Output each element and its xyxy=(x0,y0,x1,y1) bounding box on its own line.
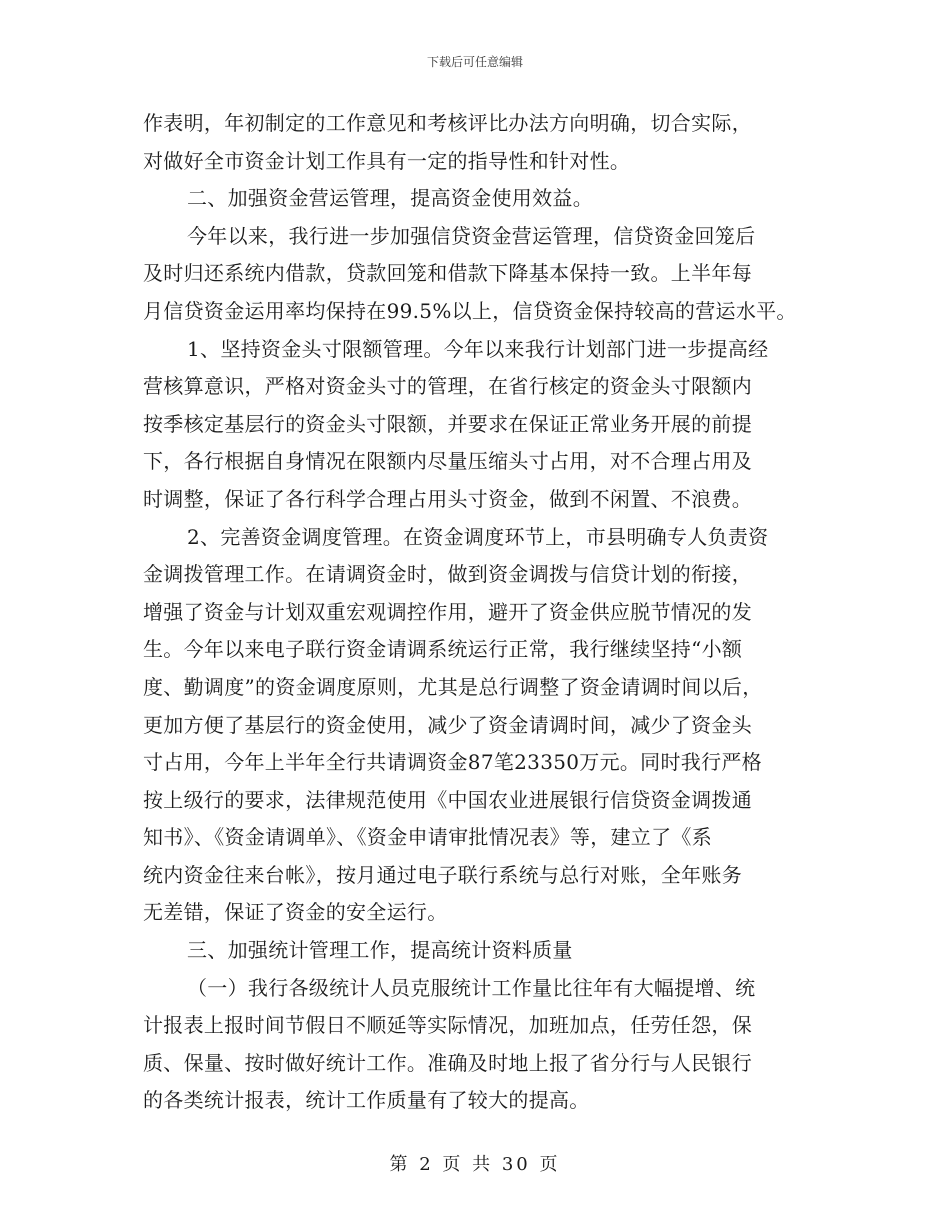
text-line: 金调拨管理工作。在请调资金时，做到资金调拨与信贷计划的衔接， xyxy=(143,562,752,587)
text-line: 时调整，保证了各行科学合理占用头寸资金，做到不闲置、不浪费。 xyxy=(143,486,752,511)
text-line: 按上级行的要求，法律规范使用《中国农业进展银行信贷资金调拨通 xyxy=(143,787,752,812)
text-line: 质、保量、按时做好统计工作。准确及时地上报了省分行与人民银行 xyxy=(143,1050,752,1075)
text-line: 及时归还系统内借款，贷款回笼和借款下降基本保持一致。上半年每 xyxy=(143,261,752,286)
text-line: 三、加强统计管理工作，提高统计资料质量 xyxy=(187,938,573,963)
text-line: 营核算意识，严格对资金头寸的管理，在省行核定的资金头寸限额内 xyxy=(143,374,752,399)
text-line: 知书》、《资金请调单》、《资金申请审批情况表》等，建立了《系 xyxy=(143,825,712,850)
text-line: 下，各行根据自身情况在限额内尽量压缩头寸占用，对不合理占用及 xyxy=(143,449,752,474)
text-line: （一）我行各级统计人员克服统计工作量比往年有大幅提增、统 xyxy=(187,975,756,1000)
text-line: 作表明，年初制定的工作意见和考核评比办法方向明确，切合实际， xyxy=(143,111,752,135)
document-body xyxy=(143,105,821,1120)
text-line: 生。今年以来电子联行资金请调系统运行正常，我行继续坚持“小额 xyxy=(143,637,743,662)
text-line: 寸占用，今年上半年全行共请调资金87笔23350万元。同时我行严格 xyxy=(143,750,762,775)
text-line: 2、完善资金调度管理。在资金调度环节上，市县明确专人负责资 xyxy=(187,524,769,549)
text-line: 计报表上报时间节假日不顺延等实际情况，加班加点，任劳任怨，保 xyxy=(143,1013,752,1038)
text-line: 1、坚持资金头寸限额管理。今年以来我行计划部门进一步提高经 xyxy=(187,336,769,361)
page-header: 下载后可任意编辑 xyxy=(426,55,523,69)
text-line: 更加方便了基层行的资金使用，减少了资金请调时间，减少了资金头 xyxy=(143,712,752,737)
text-line: 月信贷资金运用率均保持在99.5%以上，信贷资金保持较高的营运水平。 xyxy=(143,298,797,323)
text-line: 今年以来，我行进一步加强信贷资金营运管理，信贷资金回笼后 xyxy=(187,223,756,248)
text-line: 统内资金往来台帐》，按月通过电子联行系统与总行对账，全年账务 xyxy=(143,862,742,887)
text-line: 对做好全市资金计划工作具有一定的指导性和针对性。 xyxy=(143,148,631,173)
text-line: 的各类统计报表，统计工作质量有了较大的提高。 xyxy=(143,1088,590,1113)
text-line: 增强了资金与计划双重宏观调控作用，避开了资金供应脱节情况的发 xyxy=(143,599,752,624)
page-footer: 第 2 页 共 30 页 xyxy=(389,1154,561,1175)
text-line: 度、勤调度”的资金调度原则，尤其是总行调整了资金请调时间以后， xyxy=(143,674,763,699)
text-line: 按季核定基层行的资金头寸限额，并要求在保证正常业务开展的前提 xyxy=(143,411,752,436)
text-line: 二、加强资金营运管理，提高资金使用效益。 xyxy=(187,186,593,211)
text-line: 无差错，保证了资金的安全运行。 xyxy=(143,900,448,925)
